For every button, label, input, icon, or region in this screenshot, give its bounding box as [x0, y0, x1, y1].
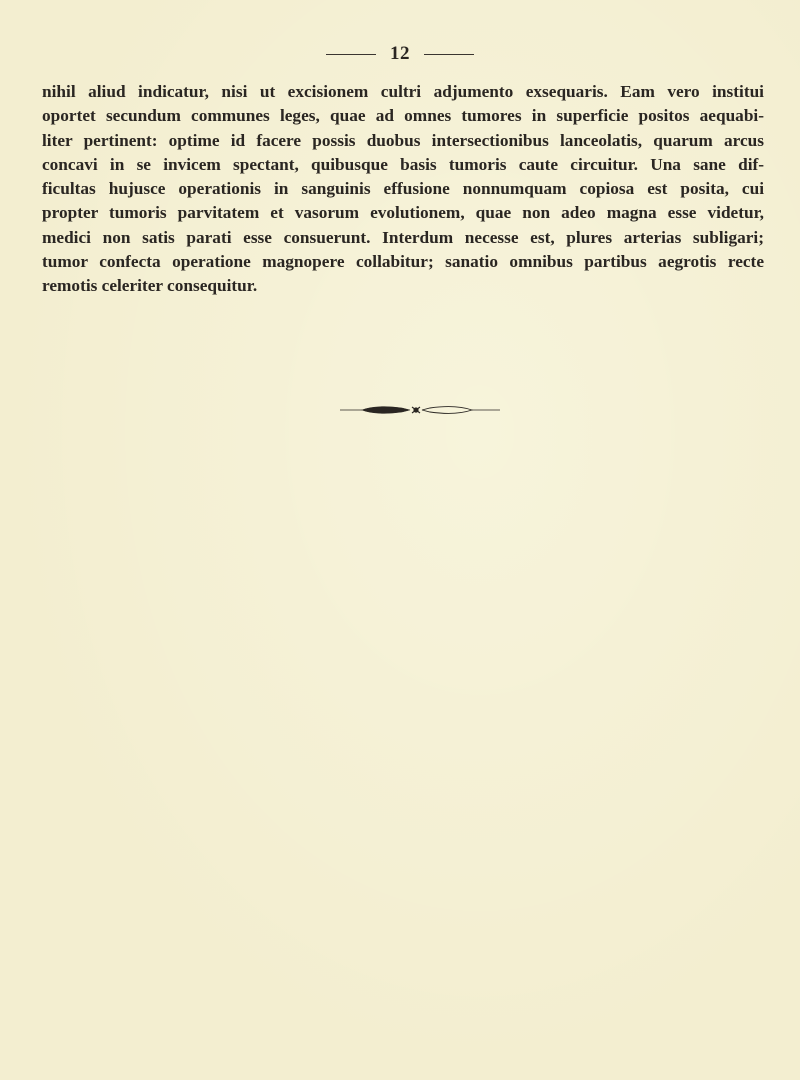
text-line: oportet secundum communes leges, quae ad omnes tumores in superficie positos aequabi-	[42, 106, 764, 126]
header-rule-right	[424, 54, 474, 55]
text-line: concavi in se invicem spectant, quibusque basis tumoris caute circuitur. Una sane dif-	[42, 154, 764, 174]
body-paragraph	[42, 80, 764, 299]
text-line: nihil aliud indicatur, nisi ut excisionem cultri adjumento exsequaris. Eam vero institui	[42, 82, 764, 101]
text-line: liter pertinent: optime id facere possis duobus intersectionibus lanceolatis, quarum arcus	[42, 130, 764, 150]
tailpiece-ornament-icon	[340, 404, 500, 416]
text-line: propter tumoris parvitatem et vasorum evolutionem, quae non adeo magna esse videtur,	[42, 203, 764, 223]
text-line: tumor confecta operatione magnopere collabitur; sanatio omnibus partibus aegrotis recte	[42, 252, 764, 272]
text-line: ficultas hujusce operationis in sanguinis effusione nonnumquam copiosa est posita, cui	[42, 179, 764, 199]
text-line: remotis celeriter consequitur.	[42, 276, 258, 296]
text-line: medici non satis parati esse consuerunt. Interdum necesse est, plures arterias subligari;	[42, 227, 764, 247]
page-number: 12	[390, 43, 410, 64]
header-rule-left	[326, 54, 376, 55]
page-header	[0, 43, 800, 65]
